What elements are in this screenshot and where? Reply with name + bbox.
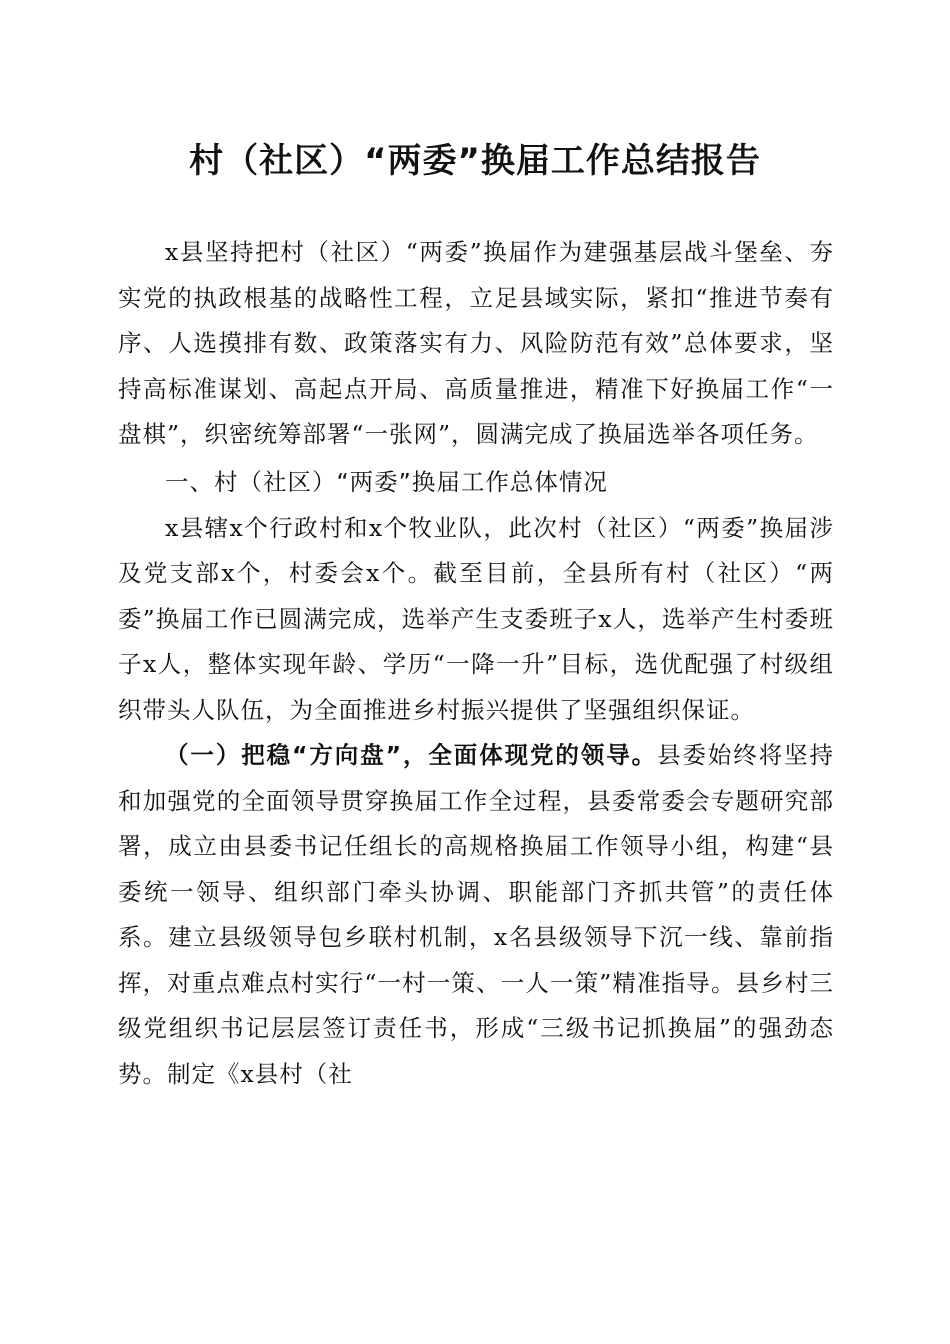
section-heading-1: 一、村（社区）“两委”换届工作总体情况 <box>165 467 608 496</box>
intro-paragraph: x县坚持把村（社区）“两委”换届作为建强基层战斗堡垒、夯实党的执政根基的战略性工程，立足县域实际，紧扣“推进节奏有序、人选摸排有数、政策落实有力、风险防范有效”总体要求，坚持高标准谋划、高起点开局、高质量推进，精准下好换届工作“一盘棋”，织密统筹部署“一张网”，圆满完成了换届选举各项任务。 <box>118 238 834 448</box>
document-body <box>118 230 834 1097</box>
subsection-paragraph-1 <box>118 733 834 1097</box>
overview-paragraph: x县辖x个行政村和x个牧业队，此次村（社区）“两委”换届涉及党支部x个，村委会x个。截至目前，全县所有村（社区）“两委”换届工作已圆满完成，选举产生支委班子x人，选举产生村委班子x人，整体实现年龄、学历“一降一升”目标，选优配强了村级组织带头人队伍，为全面推进乡村振兴提供了坚强组织保证。 <box>118 513 834 724</box>
page-title: 村（社区）“两委”换届工作总结报告 <box>189 141 761 181</box>
subsection-body-1: 县委始终将坚持和加强党的全面领导贯穿换届工作全过程，县委常委会专题研究部署，成立由县委书记任组长的高规格换届工作领导小组，构建“县委统一领导、组织部门牵头协调、职能部门齐抓共管”的责任体系。建立县级领导包乡联村机制，x名县级领导下沉一线、靠前指挥，对重点难点村实行“一村一策、一人一策”精准指导。县乡村三级党组织书记层层签订责任书，形成“三级书记抓换届”的强劲态势。制定《x县村（社 <box>118 741 835 1088</box>
subsection-heading-1: （一）把稳“方向盘”，全面体现党的领导。 <box>165 741 658 769</box>
